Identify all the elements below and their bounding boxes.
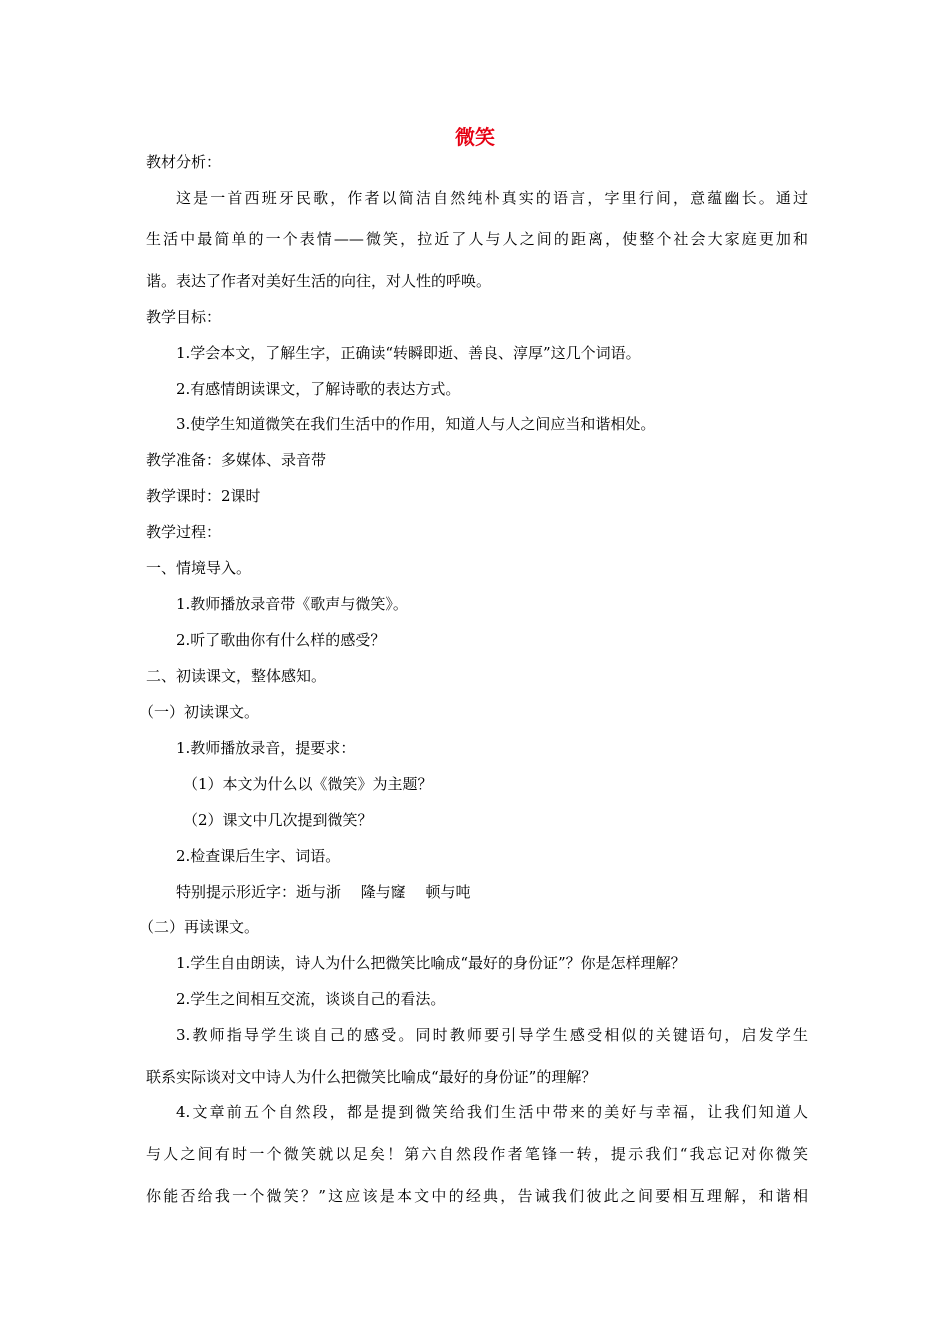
section-heading-goals: 教学目标： — [146, 308, 222, 326]
section-heading-hours: 教学课时：2课时 — [146, 487, 261, 505]
list-item: 2.有感情朗读课文，了解诗歌的表达方式。 — [176, 380, 461, 398]
list-item: 3.使学生知道微笑在我们生活中的作用，知道人与人之间应当和谐相处。 — [176, 415, 656, 433]
paragraph-line: 4.文章前五个自然段，都是提到微笑给我们生活中带来的美好与幸福，让我们知道人 — [176, 1103, 808, 1121]
list-item: （1）本文为什么以《微笑》为主题？ — [183, 775, 433, 793]
subsection-heading: 一、情境导入。 — [146, 559, 252, 577]
paragraph-line: 联系实际谈对文中诗人为什么把微笑比喻成“最好的身份证”的理解？ — [146, 1068, 597, 1086]
list-item: 1.教师播放录音带《歌声与微笑》。 — [176, 595, 408, 613]
paragraph-line: 这是一首西班牙民歌，作者以简洁自然纯朴真实的语言，字里行间，意蕴幽长。通过 — [176, 189, 808, 207]
subsection-heading: （二）再读课文。 — [139, 918, 260, 936]
list-item: 2.听了歌曲你有什么样的感受？ — [176, 631, 386, 649]
paragraph-line: 谐。表达了作者对美好生活的向往，对人性的呼唤。 — [146, 272, 492, 290]
list-item: 特别提示形近字：逝与浙 隆与窿 顿与吨 — [176, 883, 471, 901]
paragraph-line: 生活中最简单的一个表情——微笑，拉近了人与人之间的距离，使整个社会大家庭更加和 — [146, 230, 808, 248]
list-item: 1.学生自由朗读，诗人为什么把微笑比喻成“最好的身份证”？你是怎样理解？ — [176, 954, 686, 972]
section-heading-preparation: 教学准备：多媒体、录音带 — [146, 451, 327, 469]
subsection-heading: 二、初读课文，整体感知。 — [146, 667, 327, 685]
paragraph-line: 与人之间有时一个微笑就以足矣！第六自然段作者笔锋一转，提示我们“我忘记对你微笑 — [146, 1145, 808, 1163]
document-title: 微笑 — [455, 125, 495, 149]
section-heading-materials: 教材分析： — [146, 153, 222, 171]
list-item: 1.教师播放录音，提要求： — [176, 739, 356, 757]
list-item: 2.检查课后生字、词语。 — [176, 847, 341, 865]
subsection-heading: （一）初读课文。 — [139, 703, 260, 721]
paragraph-line: 你能否给我一个微笑？”这应该是本文中的经典，告诫我们彼此之间要相互理解，和谐相 — [146, 1187, 808, 1205]
paragraph-line: 3.教师指导学生谈自己的感受。同时教师要引导学生感受相似的关键语句，启发学生 — [176, 1026, 808, 1044]
section-heading-process: 教学过程： — [146, 523, 222, 541]
list-item: （2）课文中几次提到微笑？ — [183, 811, 373, 829]
list-item: 1.学会本文，了解生字，正确读“转瞬即逝、善良、淳厚”这几个词语。 — [176, 344, 641, 362]
list-item: 2.学生之间相互交流，谈谈自己的看法。 — [176, 990, 446, 1008]
